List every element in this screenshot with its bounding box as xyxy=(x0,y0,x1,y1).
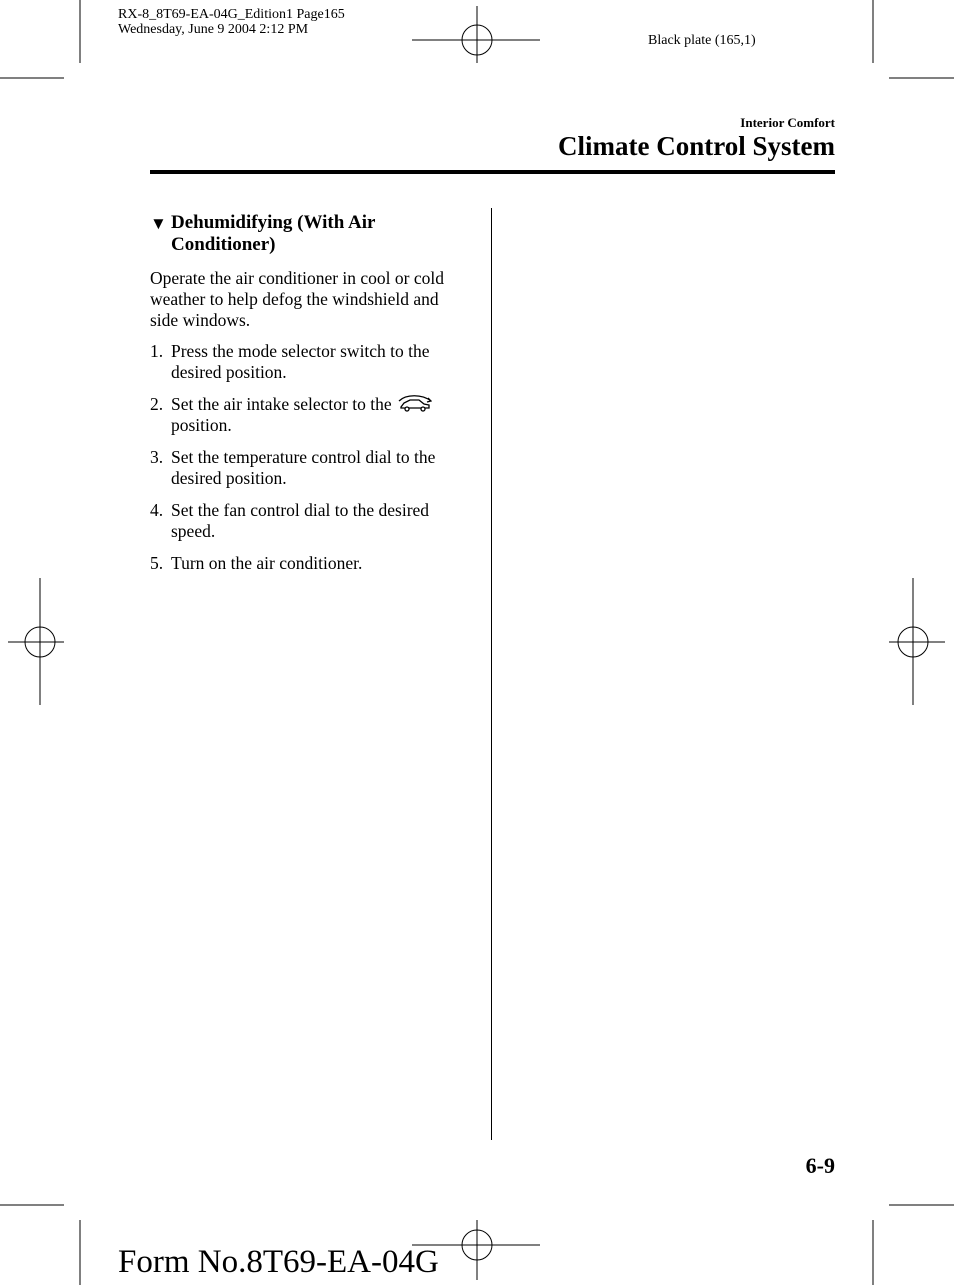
step-text: position. xyxy=(171,415,232,435)
step-number: 4. xyxy=(150,500,164,520)
date-line: Wednesday, June 9 2004 2:12 PM xyxy=(118,22,309,37)
column-divider xyxy=(491,208,492,1140)
section-name: Interior Comfort xyxy=(740,115,835,130)
page-number: 6-9 xyxy=(805,1153,835,1178)
triangle-marker-icon: ▼ xyxy=(150,214,167,233)
file-line: RX-8_8T69-EA-04G_Edition1 Page165 xyxy=(118,7,345,22)
intro-paragraph: Operate the air conditioner in cool or cold weather to help defog the windshield and side windows. xyxy=(150,268,444,330)
step-text: Set the temperature control dial to the desired position. xyxy=(171,447,436,488)
page-title: Climate Control System xyxy=(558,131,835,161)
list-item xyxy=(150,394,468,436)
left-column xyxy=(150,212,468,585)
step-text: Press the mode selector switch to the desired position. xyxy=(171,341,430,382)
step-number: 5. xyxy=(150,553,164,573)
step-number: 2. xyxy=(150,394,164,414)
step-number: 3. xyxy=(150,447,164,467)
registration-mark-left xyxy=(8,578,64,705)
list-item xyxy=(150,500,468,542)
step-text: Turn on the air conditioner. xyxy=(171,553,363,573)
registration-mark-right xyxy=(889,578,945,705)
step-number: 1. xyxy=(150,341,164,361)
list-item xyxy=(150,447,468,489)
list-item xyxy=(150,553,468,574)
plate-info: Black plate (165,1) xyxy=(648,33,756,48)
list-item xyxy=(150,341,468,383)
print-file-info xyxy=(118,7,345,37)
step-text: Set the air intake selector to the xyxy=(171,394,392,414)
step-text: Set the fan control dial to the desired speed. xyxy=(171,500,430,541)
form-number: Form No.8T69-EA-04G xyxy=(118,1244,439,1280)
title-rule xyxy=(150,170,835,174)
subheading-text: Dehumidifying (With Air Conditioner) xyxy=(171,212,376,255)
outside-air-car-icon xyxy=(398,395,432,413)
steps-list xyxy=(150,341,468,574)
registration-mark-top xyxy=(412,6,540,63)
subheading xyxy=(150,212,468,256)
